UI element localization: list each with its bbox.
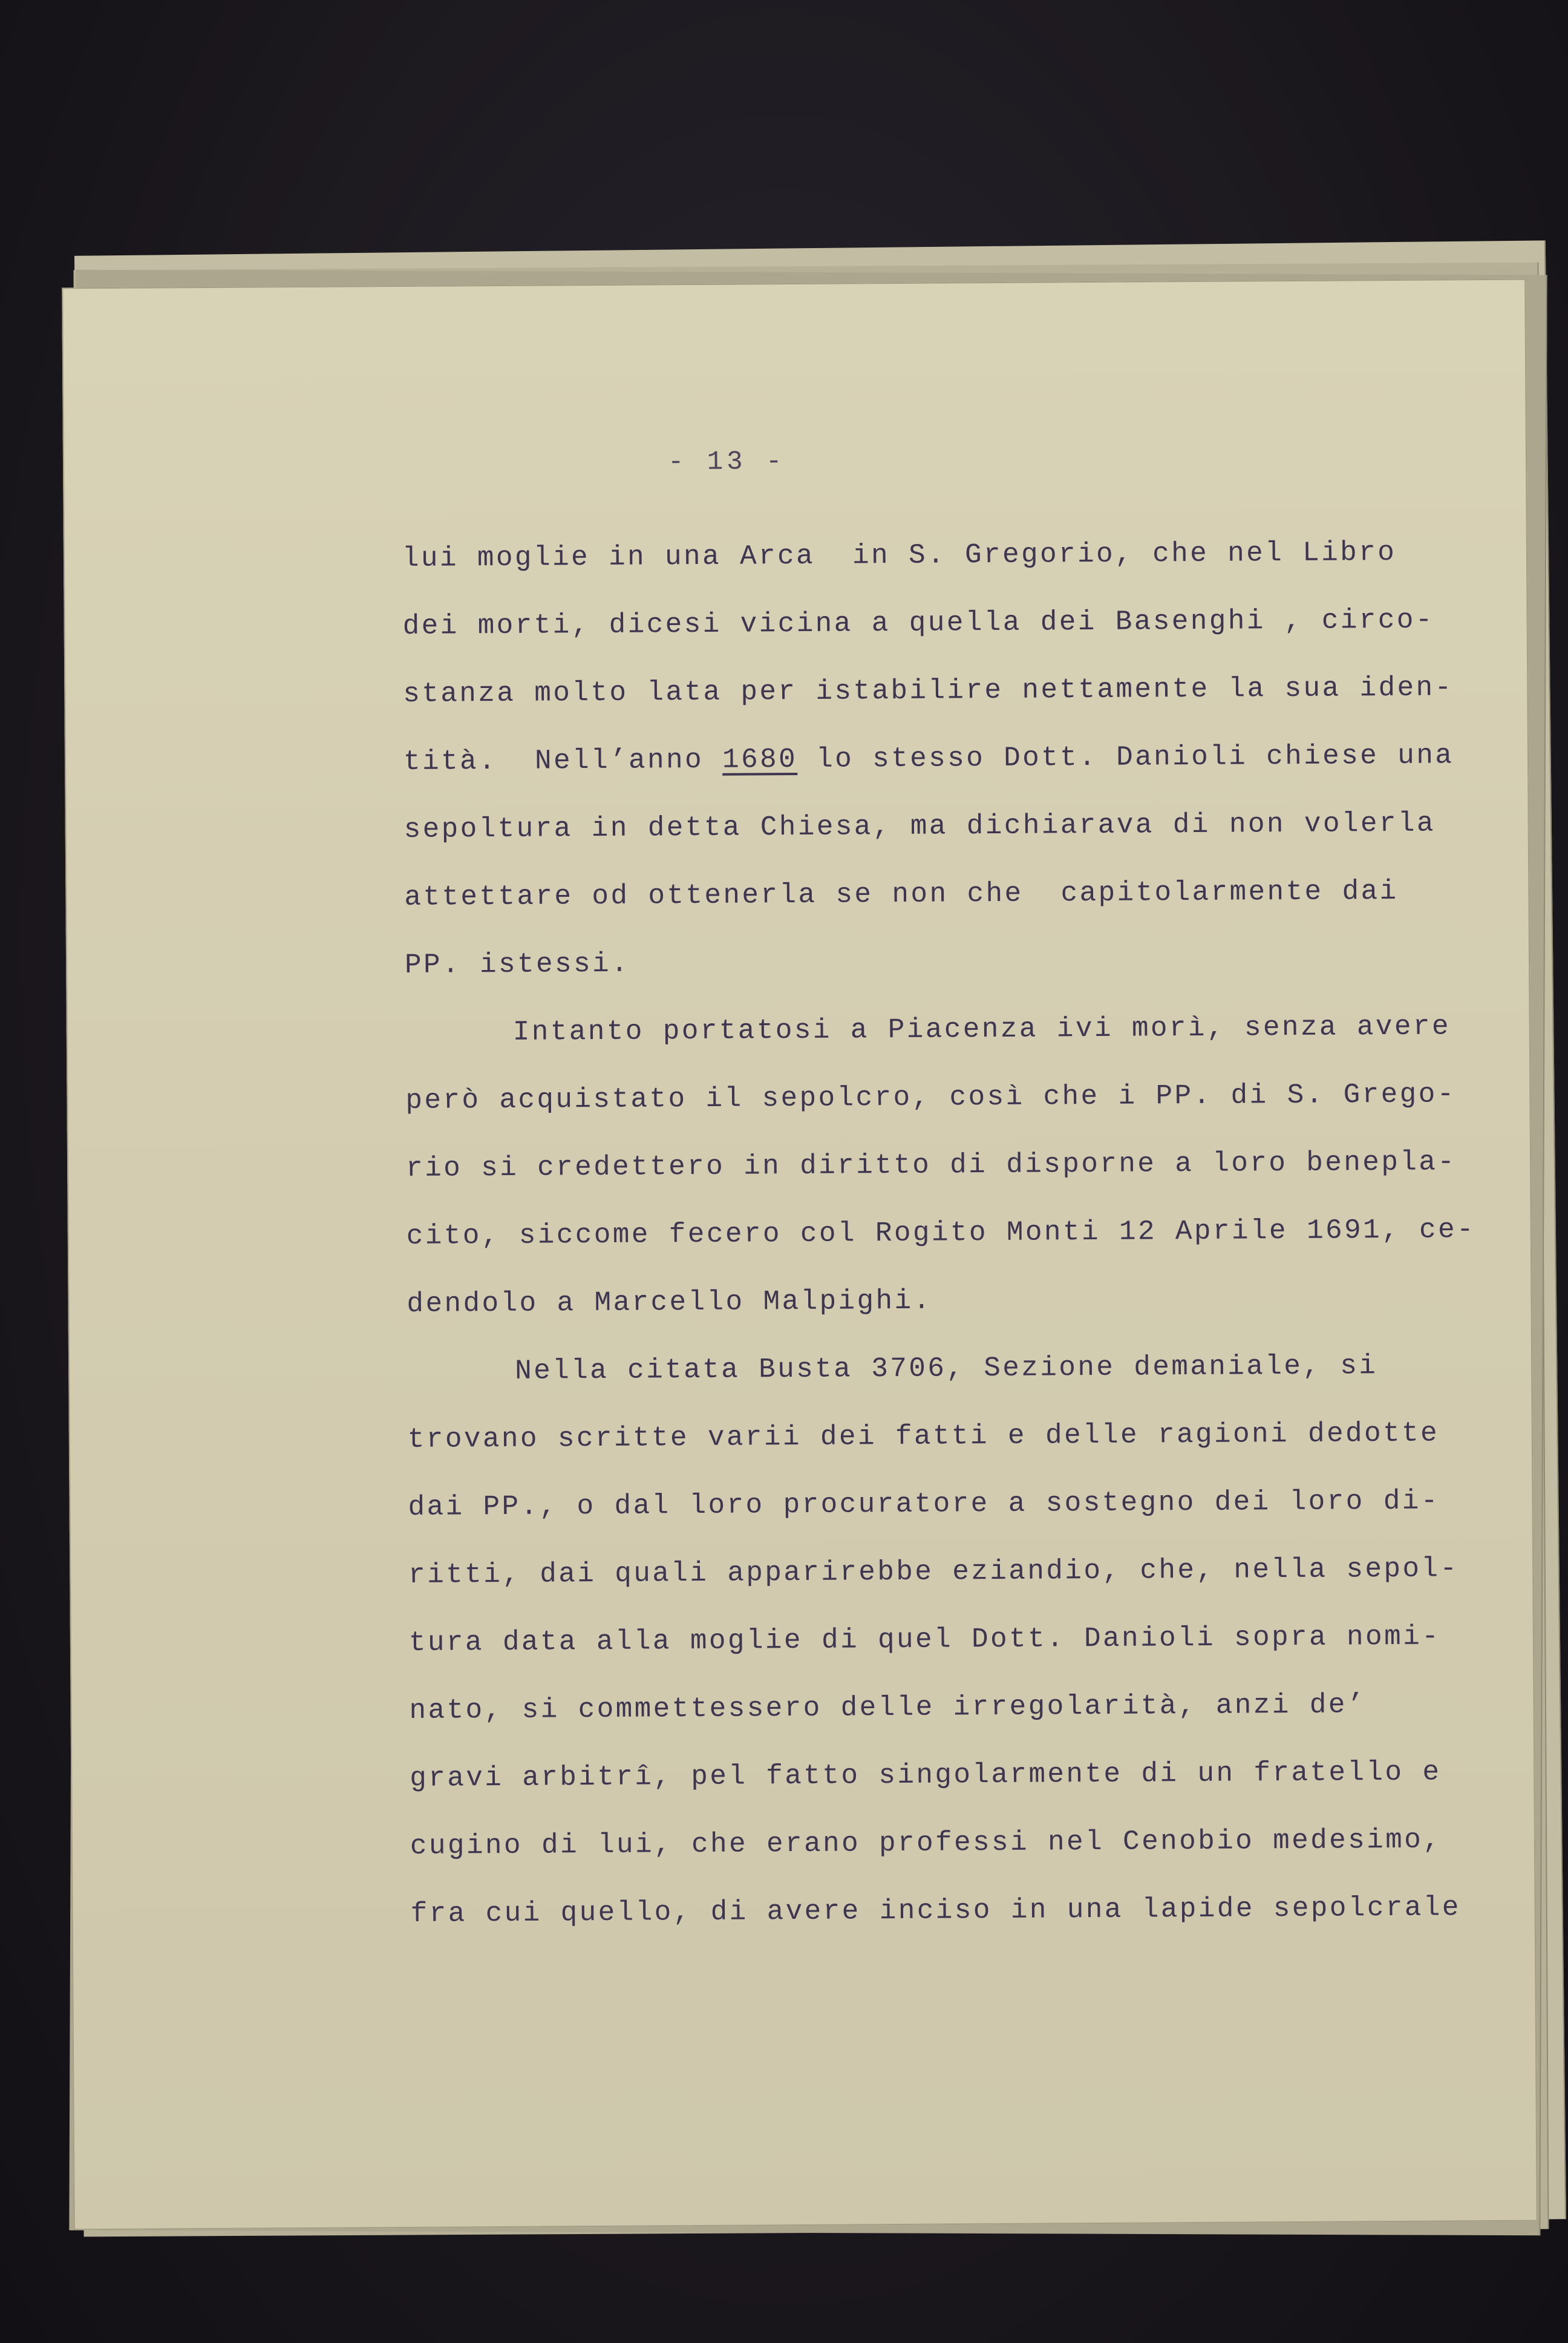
text-line: gravi arbitrî, pel fatto singolarmente di un fratello e	[410, 1756, 1442, 1794]
body-text	[402, 518, 1530, 1948]
text-line: tura data alla moglie di quel Dott. Danioli sopra nomi-	[408, 1620, 1441, 1659]
text-line: Nella citata Busta 3706, Sezione demaniale, si	[515, 1350, 1378, 1387]
text-line: fra cui quello, di avere inciso in una lapide sepolcrale	[410, 1892, 1462, 1930]
text-line: trovano scritte varii dei fatti e delle ragioni dedotte	[407, 1417, 1440, 1455]
page-number: - 13 -	[667, 447, 786, 478]
text-line: lui moglie in una Arca in S. Gregorio, che nel Libro	[402, 536, 1397, 574]
text-line: cugino di lui, che erano professi nel Cenobio medesimo,	[410, 1824, 1442, 1862]
text-line: PP. istessi.	[404, 948, 630, 981]
paragraph	[402, 518, 1524, 999]
text-line: dai PP., o dal loro procuratore a sostegno dei loro di-	[408, 1485, 1440, 1523]
text-segment: tità. Nell’anno	[403, 744, 723, 778]
text-line: stanza molto lata per istabilire nettamente la sua iden-	[403, 672, 1454, 710]
text-line: dendolo a Marcello Malpighi.	[407, 1285, 932, 1320]
text-line: Intanto portatosi a Piacenza ivi morì, senza avere	[512, 1011, 1451, 1048]
text-line: attettare od ottenerla se non che capitolarmente dai	[404, 875, 1399, 913]
text-line: però acquistato il sepolcro, così che i PP. di S. Grego-	[405, 1078, 1456, 1116]
text-line: nato, si commettessero delle irregolarità, anzi de’	[409, 1689, 1366, 1726]
text-line: rio si credettero in diritto di disporne a loro benepla-	[405, 1146, 1457, 1184]
text-line: ritti, dai quali apparirebbe eziandio, che, nella sepol-	[408, 1553, 1459, 1591]
text-line: sepoltura in detta Chiesa, ma dichiarava di non volerla	[403, 807, 1436, 845]
underlined-year: 1680	[722, 744, 798, 776]
text-segment: lo stesso Dott. Danioli chiese una	[797, 739, 1454, 776]
text-line: cito, siccome fecero col Rogito Monti 12 Aprile 1691, ce-	[406, 1214, 1476, 1252]
typewritten-page	[62, 279, 1538, 2230]
text-line: dei morti, dicesi vicina a quella dei Basenghi , circo-	[402, 604, 1435, 642]
paragraph	[405, 992, 1526, 1338]
text-line	[403, 721, 1523, 796]
paragraph	[407, 1331, 1530, 1948]
